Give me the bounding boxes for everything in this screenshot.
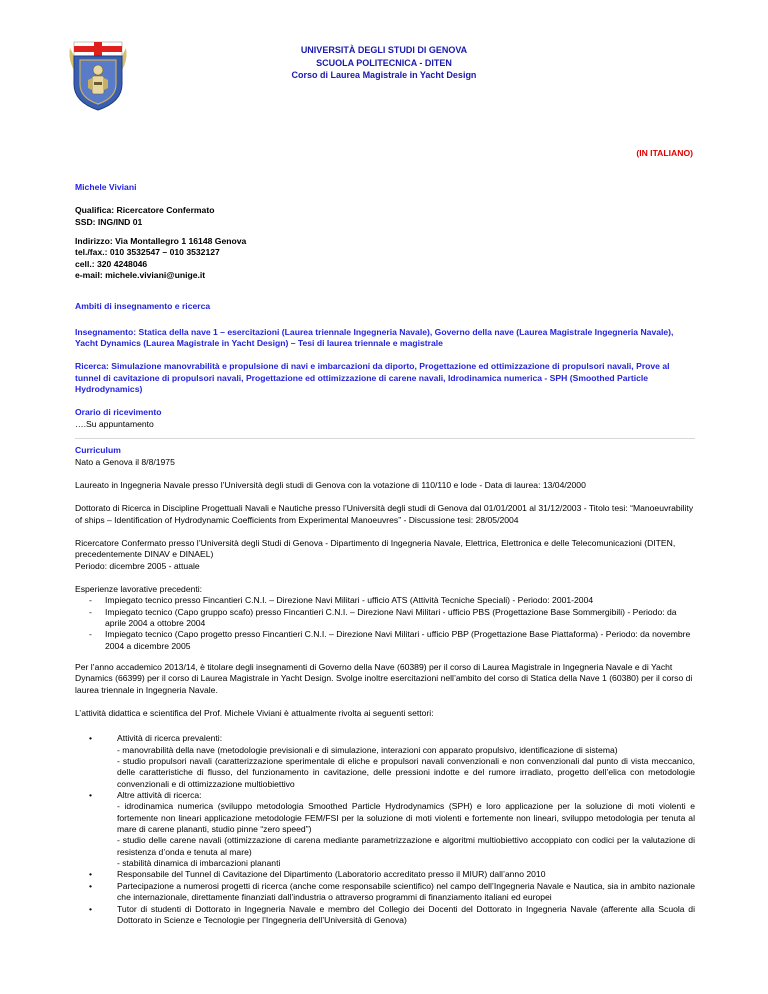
ricevimento-title: Orario di ricevimento bbox=[75, 407, 162, 418]
section-divider bbox=[75, 438, 695, 439]
indirizzo: Indirizzo: Via Montallegro 1 16148 Genova bbox=[75, 236, 247, 247]
list-item: • Altre attività di ricerca: - idrodinamica numerica (sviluppo metodologia Smoothed Particle Hydrodynamics (SPH) e loro applicazione per la soluzione di moti violenti e fortemente non lineari applicazione metodologie FEM/FSI per la soluzione di moti violenti e fortemente non lineari, sviluppo metodologia per tenuta al mare di carene plananti, studio pinne “zero speed”) - studio delle carene navali (ottimizzazione di carena mediante parametrizzazione e algoritmi multiobiettivo accoppiato con codici per la valutazione di resistenza d’onda e tenuta al mare) - stabilità dinamica di imbarcazioni plananti bbox=[89, 790, 695, 869]
document-header bbox=[0, 44, 768, 82]
list-item: - Impiegato tecnico (Capo progetto presso Fincantieri C.N.I. – Direzione Navi Militari - ufficio PBP (Progettazione Base Piattaforma) - Periodo: da novembre 2004 a dicembre 2005 bbox=[89, 629, 691, 651]
school-name: SCUOLA POLITECNICA - DITEN bbox=[316, 57, 452, 68]
ricevimento-text: ….Su appuntamento bbox=[75, 418, 154, 429]
ricercatore: Ricercatore Confermato presso l’Università degli Studi di Genova - Dipartimento di Ingegneria Navale, Elettrica, Elettronica e delle Telecomunicazioni (DITEN, precedentemente DINAV e DINAEL) bbox=[75, 537, 676, 560]
cell: cell.: 320 4248046 bbox=[75, 258, 148, 269]
periodo: Periodo: dicembre 2005 - attuale bbox=[75, 560, 200, 571]
curriculum-title: Curriculum bbox=[75, 445, 121, 456]
esperienze-title: Esperienze lavorative precedenti: bbox=[75, 583, 203, 594]
ssd: SSD: ING/IND 01 bbox=[75, 216, 143, 227]
list-item: • Responsabile del Tunnel di Cavitazione del Dipartimento (Laboratorio accreditato presso il MIUR) dall’anno 2010 bbox=[89, 869, 546, 880]
qualifica-block bbox=[75, 205, 695, 228]
university-name: UNIVERSITÀ DEGLI STUDI DI GENOVA bbox=[300, 45, 468, 55]
nato: Nato a Genova il 8/8/1975 bbox=[75, 456, 175, 467]
list-item: • Tutor di studenti di Dottorato in Ingegneria Navale e membro del Collegio dei Docenti del Dottorato in Ingegneria Navale (afferente alla Scuola di Dottorato in Scienze e Tecnologie per l’Ingegneria dell’Università di Genova) bbox=[89, 903, 695, 925]
ambiti-title: Ambiti di insegnamento e ricerca bbox=[75, 301, 211, 312]
document-body bbox=[75, 182, 695, 926]
anno-accademico: Per l’anno accademico 2013/14, è titolare degli insegnamenti di Governo della Nave (60389) per il corso di Laurea Magistrale in Ingegneria Navale e di Yacht Dynamics (66399) per il corso di Laurea Magistrale in Yacht Design. Svolge inoltre esercitazioni nell’ambito del corso di Statica della Nave 1 (60380) per il corso di laurea triennale in Ingegneria Navale. bbox=[75, 661, 693, 695]
course-name: Corso di Laurea Magistrale in Yacht Design bbox=[291, 70, 477, 81]
attivita-list bbox=[75, 733, 695, 926]
ricevimento-block bbox=[75, 407, 695, 430]
language-label: (IN ITALIANO) bbox=[636, 148, 693, 158]
curriculum-head bbox=[75, 445, 695, 468]
esperienze-list bbox=[75, 595, 695, 652]
insegnamento: Insegnamento: Statica della nave 1 – esercitazioni (Laurea triennale Ingegneria Navale), Governo della nave (Laurea Magistrale Ingegneria Navale), Yacht Dynamics (Laurea Magistrale in Yacht Design) – Tesi di laurea triennale e magistrale bbox=[75, 326, 674, 349]
list-item: • Attività di ricerca prevalenti: - manovrabilità della nave (metodologie previsionali e di simulazione, interazioni con apparato propulsivo, identificazione di sistema) - studio propulsori navali (caratterizzazione sperimentale di eliche e propulsori navali convenzionali e non convenzionali dal punto di vista meccanico, delle caratteristiche di flusso, del funzionamento in cavitazione, delle pressioni indotte e del rumore irradiato, progetto dell’elica con metodologie convenzionali e di ottimizzazione multiobiettivo bbox=[89, 733, 695, 789]
attivita-intro: L’attività didattica e scientifica del Prof. Michele Viviani è attualmente rivolta ai seguenti settori: bbox=[75, 708, 434, 718]
dottorato: Dottorato di Ricerca in Discipline Progettuali Navali e Nautiche presso l’Università degli studi di Genova dal 01/01/2001 al 31/12/2003 - Titolo tesi: “Manoeuvrability of ships – Identification of Hydrodynamic Coefficients from Experimental Manoeuvres” - Discussione tesi: 28/05/2004 bbox=[75, 503, 694, 525]
qualifica: Qualifica: Ricercatore Confermato bbox=[75, 205, 215, 216]
list-item: - Impiegato tecnico presso Fincantieri C.N.I. – Direzione Navi Militari - ufficio ATS (Attività Tecniche Speciali) - Periodo: 2001-2004 bbox=[89, 595, 594, 606]
list-item: • Partecipazione a numerosi progetti di ricerca (anche come responsabile scientifico) nel campo dell’Ingegneria Navale e Nautica, sia in ambito nazionale che internazionale, direttamente finanziati dall’industria o attraverso programmi di finanziamento italiani ed europei bbox=[89, 880, 695, 903]
contact-block bbox=[75, 236, 695, 281]
laurea: Laureato in Ingegneria Navale presso l’Università degli studi di Genova con la votazione di 110/110 e lode - Data di laurea: 13/04/2000 bbox=[75, 479, 586, 490]
ricerca: Ricerca: Simulazione manovrabilità e propulsione di navi e imbarcazioni da diporto, Progettazione ed ottimizzazione di propulsori navali, Prove al tunnel di cavitazione di propulsori navali, Progettazione ed ottimizzazione di carene navali, Idrodinamica numerica - SPH (Smoothed Particle Hydrodynamics) bbox=[75, 361, 670, 395]
list-item: - Impiegato tecnico (Capo gruppo scafo) presso Fincantieri C.N.I. – Direzione Navi Militari - ufficio PBS (Progettazione Base Sommergibili) - Periodo: da aprile 2004 a ottobre 2004 bbox=[89, 606, 677, 628]
email[interactable]: e-mail: michele.viviani@unige.it bbox=[75, 270, 206, 281]
person-name: Michele Viviani bbox=[75, 182, 137, 192]
tel-fax: tel./fax.: 010 3532547 – 010 3532127 bbox=[75, 247, 220, 258]
ricercatore-block bbox=[75, 538, 695, 572]
